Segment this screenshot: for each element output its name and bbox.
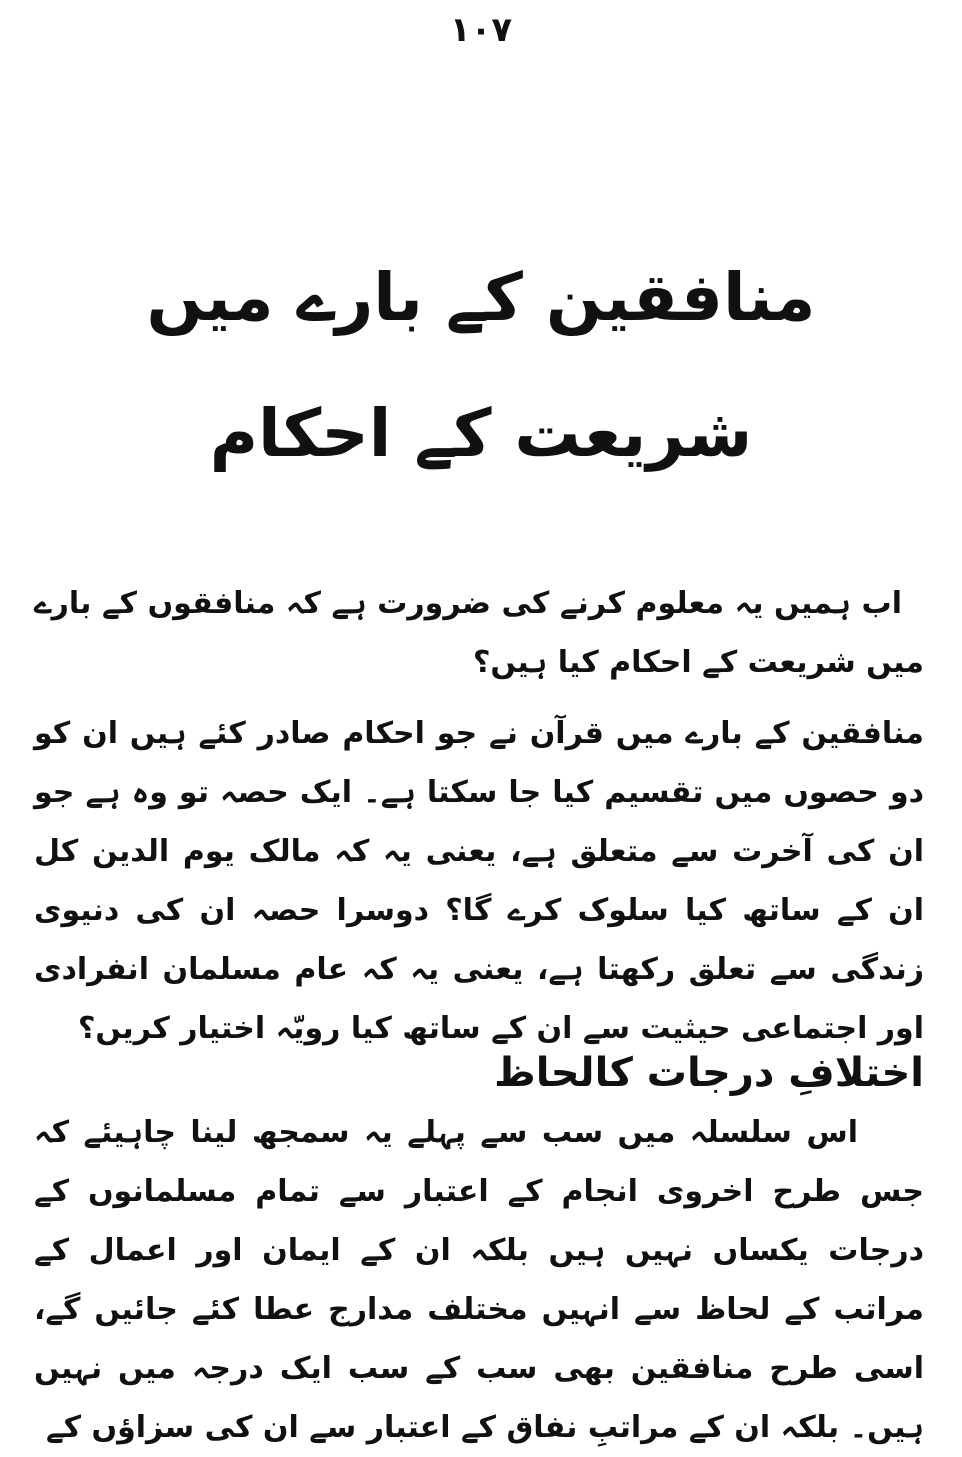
paragraph-intro: اب ہمیں یہ معلوم کرنے کی ضرورت ہے کہ منافقوں کے بارے میں شریعت کے احکام کیا ہیں؟ (34, 586, 924, 680)
paragraph-section: اس سلسلہ میں سب سے پہلے یہ سمجھ لینا چاہیئے کہ جس طرح اخروی انجام کے اعتبار سے تمام مسلمانوں کے درجات یکساں نہیں ہیں بلکہ ان کے ایمان اور اعمال کے مراتب کے لحاظ سے انہیں مختلف مدارج عطا کئے جائیں گے، اسی طرح منافقین بھی سب کے سب ایک درجہ میں نہیں ہیں۔ بلکہ ان کے مراتبِ نفاق کے اعتبار سے ان کی سزاؤں کے (34, 1115, 924, 1445)
chapter-title-line-2: شریعت کے احکام (209, 395, 753, 472)
section-heading: اختلافِ درجات کالحاظ (494, 1050, 924, 1096)
chapter-title-line-1: منافقین کے بارے میں (146, 259, 816, 336)
paragraph-division: منافقین کے بارے میں قرآن نے جو احکام صادر کئے ہیں ان کو دو حصوں میں تقسیم کیا جا سکتا ہے۔ ایک حصہ تو وہ ہے جو ان کی آخرت سے متعلق ہے، یعنی یہ کہ مالک یوم الدین کل ان کے ساتھ کیا سلوک کرے گا؟ دوسرا حصہ ان کی دنیوی زندگی سے تعلق رکھتا ہے، یعنی یہ کہ عام مسلمان انفرادی اور اجتماعی حیثیت سے ان کے ساتھ کیا رویّہ اختیار کریں؟ (34, 716, 924, 1046)
page-number: ١٠٧ (449, 10, 513, 50)
